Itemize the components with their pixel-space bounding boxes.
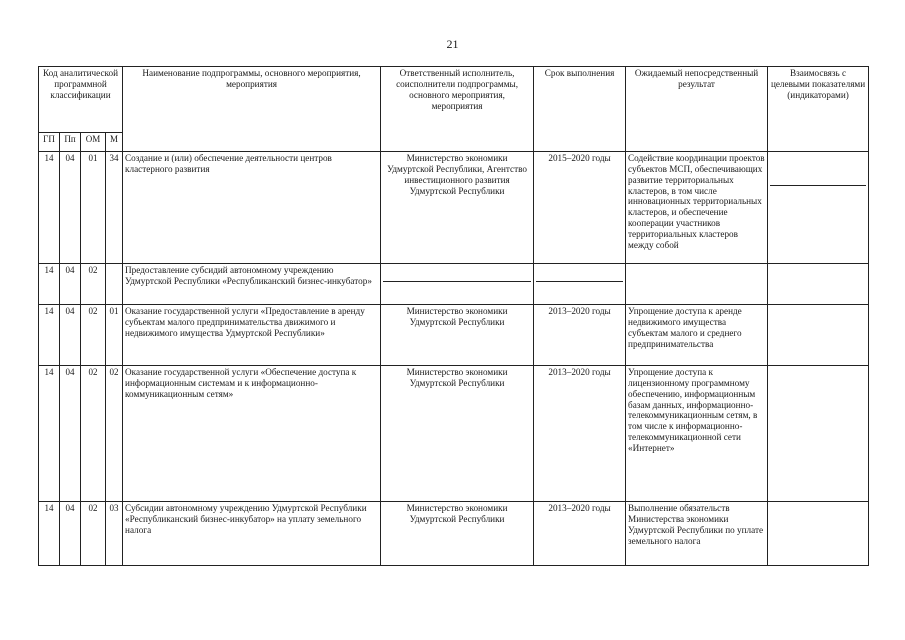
- gp-header: ГП: [39, 133, 60, 152]
- gp-cell: 14: [39, 264, 60, 305]
- gp-cell: 14: [39, 502, 60, 566]
- table-row: [39, 152, 869, 264]
- om-cell: 02: [81, 366, 106, 502]
- m-cell: 02: [106, 366, 123, 502]
- pp-header: Пп: [60, 133, 81, 152]
- table-row: [39, 305, 869, 366]
- link-cell: [768, 264, 869, 305]
- om-cell: 02: [81, 305, 106, 366]
- om-cell: 01: [81, 152, 106, 264]
- executor-cell: [381, 264, 534, 305]
- pp-cell: 04: [60, 502, 81, 566]
- term-cell: 2013–2020 годы: [534, 366, 626, 502]
- pp-cell: 04: [60, 366, 81, 502]
- executor-subcell: [383, 265, 531, 282]
- executor-cell: Министерство экономики Удмуртской Республики: [381, 502, 534, 566]
- pp-cell: 04: [60, 305, 81, 366]
- m-cell: [106, 264, 123, 305]
- name-cell: Оказание государственной услуги «Обеспечение доступа к информационным системам и к информационно-коммуникационным сетям»: [123, 366, 381, 502]
- om-cell: 02: [81, 264, 106, 305]
- result-cell: Выполнение обязательств Министерства экономики Удмуртской Республики по уплате земельного налога: [626, 502, 768, 566]
- term-cell: 2015–2020 годы: [534, 152, 626, 264]
- om-header: ОМ: [81, 133, 106, 152]
- m-cell: 01: [106, 305, 123, 366]
- result-header: Ожидаемый непосредственный результат: [626, 67, 768, 152]
- pp-cell: 04: [60, 264, 81, 305]
- link-cell: [768, 152, 869, 264]
- result-cell: Содействие координации проектов субъектов МСП, обеспечивающих развитие территориальных кластеров, в том числе инновационных территориальных кластеров, и обеспечение кооперации участников территориальных кластеров между собой: [626, 152, 768, 264]
- term-cell: [534, 264, 626, 305]
- executor-cell: Министерство экономики Удмуртской Республики: [381, 305, 534, 366]
- name-cell: Субсидии автономному учреждению Удмуртской Республики «Республиканский бизнес-инкубатор» на уплату земельного налога: [123, 502, 381, 566]
- m-cell: 34: [106, 152, 123, 264]
- pp-cell: 04: [60, 152, 81, 264]
- result-cell: [626, 264, 768, 305]
- table-row: [39, 502, 869, 566]
- link-cell: [768, 502, 869, 566]
- gp-cell: 14: [39, 366, 60, 502]
- link-cell: [768, 305, 869, 366]
- link-cell: [768, 366, 869, 502]
- link-header: Взаимосвязь с целевыми показателями (индикаторами): [768, 67, 869, 152]
- table-row: [39, 264, 869, 305]
- page-number: 21: [446, 37, 459, 51]
- gp-cell: 14: [39, 305, 60, 366]
- executor-header: Ответственный исполнитель, соисполнители подпрограммы, основного мероприятия, мероприятия: [381, 67, 534, 152]
- m-header: М: [106, 133, 123, 152]
- executor-cell: Министерство экономики Удмуртской Республики: [381, 366, 534, 502]
- term-cell: 2013–2020 годы: [534, 305, 626, 366]
- name-header: Наименование подпрограммы, основного мероприятия, мероприятия: [123, 67, 381, 152]
- program-table: [38, 66, 869, 566]
- term-subcell: [536, 265, 623, 282]
- link-subcell: [770, 153, 866, 186]
- gp-cell: 14: [39, 152, 60, 264]
- term-header: Срок выполнения: [534, 67, 626, 152]
- name-cell: Предоставление субсидий автономному учреждению Удмуртской Республики «Республиканский бизнес-инкубатор»: [123, 264, 381, 305]
- result-cell: Упрощение доступа к лицензионному программному обеспечению, информационным базам данных, информационно-телекоммуникационным сетям, в том числе к информационно-телекоммуникационной сети «Интернет»: [626, 366, 768, 502]
- m-cell: 03: [106, 502, 123, 566]
- result-cell: Упрощение доступа к аренде недвижимого имущества субъектам малого и среднего предпринимательства: [626, 305, 768, 366]
- table-row: [39, 366, 869, 502]
- om-cell: 02: [81, 502, 106, 566]
- code-header: Код аналитической программной классификации: [39, 67, 123, 133]
- name-cell: Создание и (или) обеспечение деятельности центров кластерного развития: [123, 152, 381, 264]
- name-cell: Оказание государственной услуги «Предоставление в аренду субъектам малого предпринимательства движимого и недвижимого имущества Удмуртской Республики»: [123, 305, 381, 366]
- term-cell: 2013–2020 годы: [534, 502, 626, 566]
- executor-cell: Министерство экономики Удмуртской Республики, Агентство инвестиционного развития Удмуртской Республики: [381, 152, 534, 264]
